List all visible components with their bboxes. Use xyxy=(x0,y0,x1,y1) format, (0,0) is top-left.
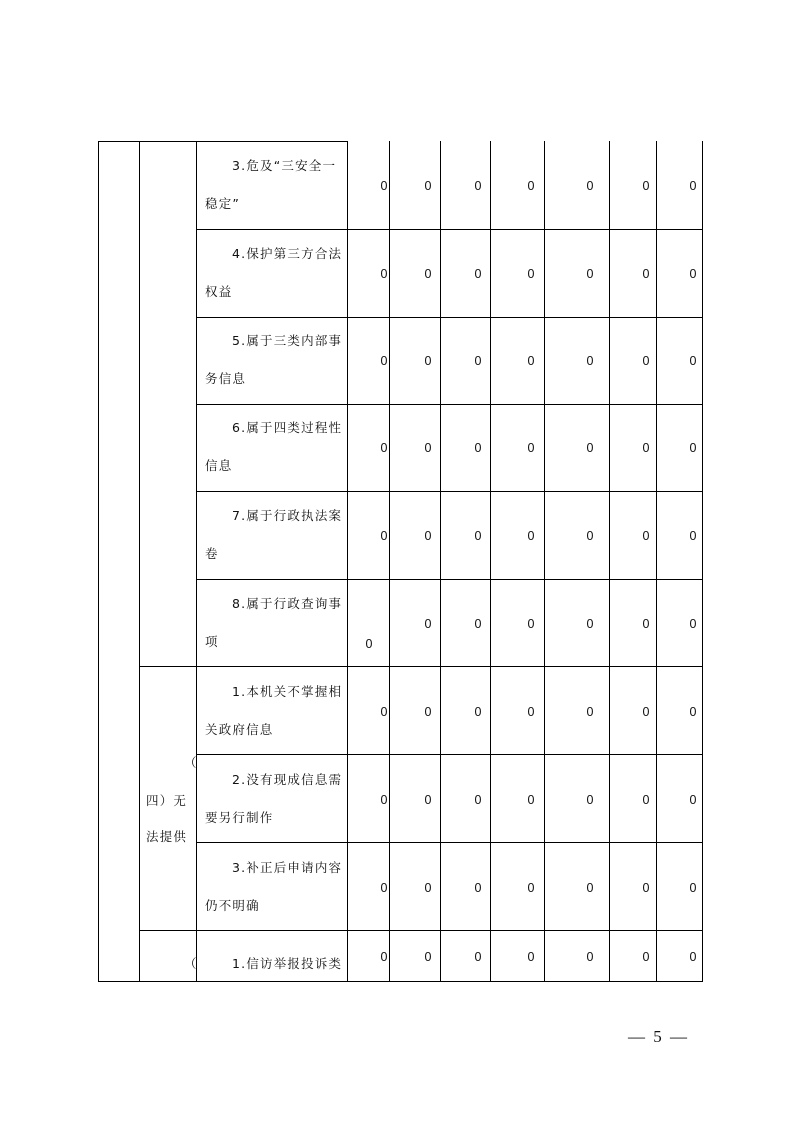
table-cell-value: 0 xyxy=(689,881,697,895)
row-label-line1: 2.没有现成信息需 xyxy=(232,772,343,787)
table-cell-value: 0 xyxy=(689,267,697,281)
table-cell-value: 0 xyxy=(474,950,482,964)
row-label-line2: 信息 xyxy=(205,458,233,473)
table-cell-value: 0 xyxy=(474,705,482,719)
table-cell-value: 0 xyxy=(424,354,432,368)
table-cell-value: 0 xyxy=(474,881,482,895)
page-number: — 5 — xyxy=(628,1027,689,1046)
row-label-line1: 8.属于行政查询事 xyxy=(232,596,343,611)
table-cell-value: 0 xyxy=(380,793,388,807)
row-label-line1: 4.保护第三方合法 xyxy=(232,246,343,261)
table-cell-value: 0 xyxy=(642,529,650,543)
row-label-line1: 1.信访举报投诉类 xyxy=(232,956,343,971)
table-cell-value: 0 xyxy=(527,793,535,807)
table-cell-value: 0 xyxy=(527,705,535,719)
table-cell-value: 0 xyxy=(424,950,432,964)
table-cell-value: 0 xyxy=(642,793,650,807)
row-label-line2: 项 xyxy=(205,634,219,649)
row-label-line1: 1.本机关不掌握相 xyxy=(232,684,343,699)
table-cell-value: 0 xyxy=(527,950,535,964)
table-cell-value: 0 xyxy=(689,354,697,368)
table-cell-value: 0 xyxy=(642,881,650,895)
table-cell-value: 0 xyxy=(424,441,432,455)
table-cell-value: 0 xyxy=(424,267,432,281)
table-cell-value: 0 xyxy=(642,617,650,631)
table-cell-value: 0 xyxy=(380,354,388,368)
table-cell-value: 0 xyxy=(689,441,697,455)
table-cell-value: 0 xyxy=(365,637,373,651)
table-cell-value: 0 xyxy=(474,267,482,281)
table-cell-value: 0 xyxy=(689,529,697,543)
table-cell-value: 0 xyxy=(527,354,535,368)
table-cell-value: 0 xyxy=(424,881,432,895)
table-cell-value: 0 xyxy=(380,179,388,193)
table-cell-value: 0 xyxy=(642,950,650,964)
table-cell-value: 0 xyxy=(642,179,650,193)
table-cell-value: 0 xyxy=(586,950,594,964)
table-cell-value: 0 xyxy=(527,441,535,455)
table-cell-value: 0 xyxy=(474,441,482,455)
table-cell-value: 0 xyxy=(474,179,482,193)
row-label-line2: 关政府信息 xyxy=(205,722,274,737)
table-cell-value: 0 xyxy=(586,793,594,807)
table-cell-value: 0 xyxy=(527,179,535,193)
table-cell-value: 0 xyxy=(586,881,594,895)
row-label-line2: 稳定” xyxy=(205,196,241,211)
table-cell-value: 0 xyxy=(586,267,594,281)
group-four-label-part3: 法提供 xyxy=(146,829,188,844)
table-cell-value: 0 xyxy=(689,179,697,193)
table-cell-value: 0 xyxy=(586,354,594,368)
table-cell-value: 0 xyxy=(586,529,594,543)
table-cell-value: 0 xyxy=(424,529,432,543)
table-cell-value: 0 xyxy=(380,705,388,719)
table-cell-value: 0 xyxy=(380,881,388,895)
table-cell-value: 0 xyxy=(424,793,432,807)
table-cell-value: 0 xyxy=(527,267,535,281)
table-cell-value: 0 xyxy=(527,617,535,631)
table-cell-value: 0 xyxy=(689,617,697,631)
table-cell-value: 0 xyxy=(586,441,594,455)
table-cell-value: 0 xyxy=(642,705,650,719)
row-label-line2: 务信息 xyxy=(205,371,247,386)
table-cell-value: 0 xyxy=(527,529,535,543)
table-cell-value: 0 xyxy=(586,617,594,631)
table-cell-value: 0 xyxy=(380,441,388,455)
table-cell-value: 0 xyxy=(586,179,594,193)
row-label-line1: 3.补正后申请内容 xyxy=(232,860,343,875)
table-cell-value: 0 xyxy=(474,617,482,631)
table-cell-value: 0 xyxy=(689,950,697,964)
group-four-label-part2: 四）无 xyxy=(146,793,188,808)
group-five-label-part1: （ xyxy=(184,956,198,971)
table-cell-value: 0 xyxy=(642,354,650,368)
row-label-line1: 6.属于四类过程性 xyxy=(232,420,343,435)
row-label-line2: 权益 xyxy=(205,284,233,299)
table-cell-value: 0 xyxy=(424,179,432,193)
row-label-line2: 仍不明确 xyxy=(205,898,260,913)
row-label-line2: 卷 xyxy=(205,546,219,561)
row-label-line1: 7.属于行政执法案 xyxy=(232,508,343,523)
table-cell-value: 0 xyxy=(642,441,650,455)
table-cell-value: 0 xyxy=(474,529,482,543)
table-cell-value: 0 xyxy=(642,267,650,281)
table-cell-value: 0 xyxy=(424,617,432,631)
table-cell-value: 0 xyxy=(689,705,697,719)
row-label-line1: 3.危及“三安全一 xyxy=(232,158,337,173)
table-cell-value: 0 xyxy=(689,793,697,807)
table-cell-value: 0 xyxy=(380,267,388,281)
row-label-line2: 要另行制作 xyxy=(205,810,274,825)
table-cell-value: 0 xyxy=(586,705,594,719)
table-cell-value: 0 xyxy=(380,950,388,964)
table-cell-value: 0 xyxy=(527,881,535,895)
table-cell-value: 0 xyxy=(424,705,432,719)
row-label-line1: 5.属于三类内部事 xyxy=(232,333,343,348)
group-four-label-part1: （ xyxy=(184,755,198,770)
table-cell-value: 0 xyxy=(474,793,482,807)
table-cell-value: 0 xyxy=(380,529,388,543)
table-cell-value: 0 xyxy=(474,354,482,368)
